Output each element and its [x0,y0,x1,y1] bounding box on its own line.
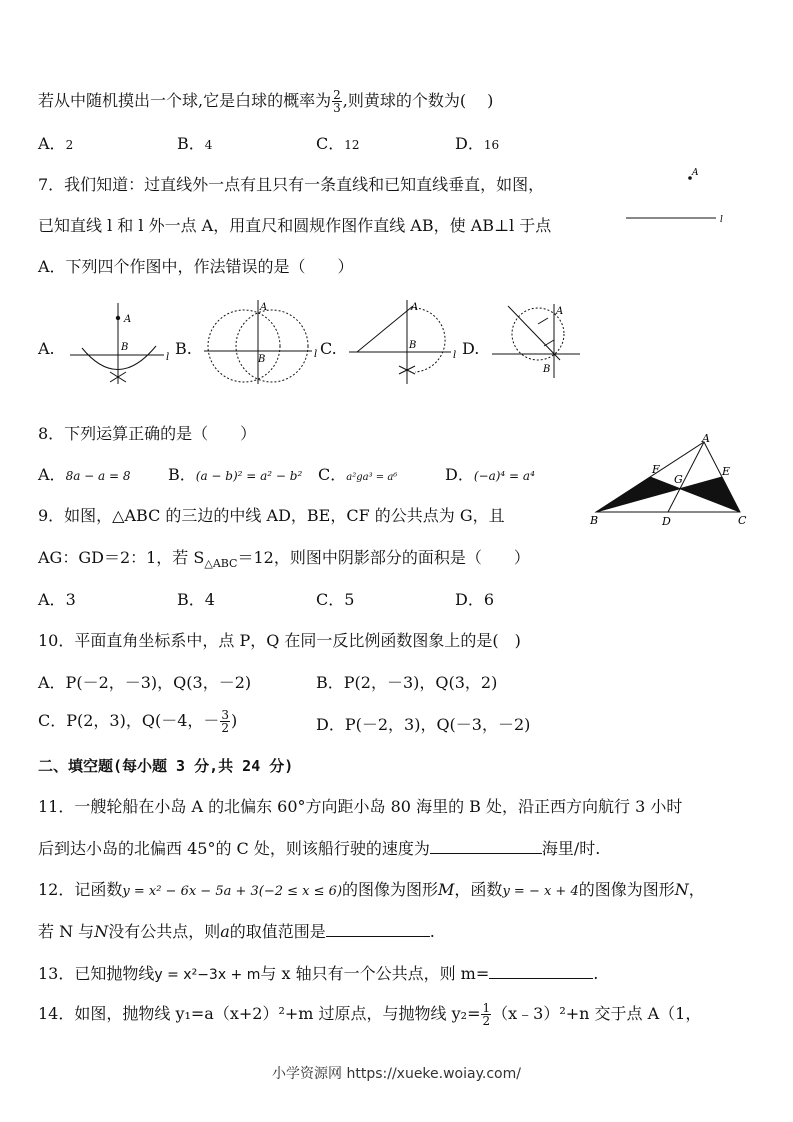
q6-stem [38,88,493,114]
q10-option-a: A．P(－2，－3)，Q(3，－2) [38,673,252,692]
svg-text:B: B [590,514,599,527]
q6-option-d: D．16 [455,134,500,153]
svg-text:C: C [738,514,747,527]
q12-answer-blank [326,922,430,937]
q6-text-after: ,则黄球的个数为( ) [342,91,494,110]
svg-text:B: B [543,364,551,375]
q10-option-b: B．P(2，－3)，Q(3，2) [316,673,498,692]
svg-text:E: E [722,465,731,478]
q9-line2: AG：GD＝2：1，若 $S_{\triangle ABC}=12$，则图中阴影部分的面积是（ ） [38,548,530,571]
q7-option-b-letter: B. [175,339,192,358]
q12-line1: 12．记函数y = x² − 6x − 5a + 3(−2 ≤ x ≤ 6)的图像为图形M，函数y = − x + 4的图像为图形N， [38,880,705,899]
svg-text:l: l [166,352,170,363]
q6-text-before: 若从中随机摸出一个球,它是白球的概率为 [38,91,332,110]
q7-option-c-letter: C. [320,339,337,358]
q8-stem: 8．下列运算正确的是（ ） [38,424,257,443]
q10-stem: 10．平面直角坐标系中，点 P，Q 在同一反比例函数图象上的是( ) [38,631,521,650]
q8-option-b: B．(a − b)² = a² − b² [168,465,303,484]
section-title-fill-in: 二、填空题(每小题 3 分,共 24 分) [38,757,294,775]
q6-fraction: $\frac{2}{3}$ [333,88,341,115]
q8-option-a: A．8a − a = 8 [38,465,131,484]
q8-option-c: C．a²gа³ = a⁶ [318,465,398,484]
q7-line3: A．下列四个作图中，作法错误的是（ ） [38,257,354,276]
q7-figure-a [66,298,174,388]
q14-line: 14．如图，抛物线 y₁=a（x+2）²+m 过原点，与抛物线 y₂= $\frac{1}{2}$ （x﹣3）²+n 交于点 A（1， [38,1001,702,1028]
svg-text:l: l [314,349,318,360]
q10-option-c: C．P(2，3)，Q(－4，－ $\frac{3}{2}$ ) [38,708,238,735]
page-footer: 小学资源网 https://xueke.woiay.com/ [272,1066,521,1082]
q7-given-figure [620,165,730,230]
q10-option-d: D．P(－2，3)，Q(－3，－2) [316,715,531,734]
svg-text:A: A [260,302,268,313]
svg-text:B: B [121,342,129,353]
q9-line1: 9．如图，△ABC 的三边的中线 AD，BE，CF 的公共点为 G，且 [38,506,505,525]
svg-text:A: A [702,432,710,445]
svg-text:l: l [453,350,457,361]
q7-option-d-letter: D. [462,339,480,358]
svg-text:G: G [674,473,683,486]
q9-triangle-figure [588,432,758,532]
q9-option-c: C．5 [316,590,355,609]
q11-answer-blank [430,839,542,854]
svg-text:A: A [124,314,132,325]
shaded-region-right [680,477,740,512]
q6-option-b: B．4 [177,134,213,153]
point-a-label: A [692,168,699,178]
svg-text:B: B [409,340,417,351]
q7-line1: 7．我们知道：过直线外一点有且只有一条直线和已知直线垂直，如图， [38,175,545,194]
q13-answer-blank [489,964,593,979]
q6-option-c: C．12 [316,134,360,153]
q7-figure-d [488,298,584,388]
q12-line2: 若 N 与N没有公共点，则a的取值范围是 . [38,922,435,941]
q9-option-a: A．3 [38,590,76,609]
q13-line: 13．已知抛物线y = x²−3x + m与 x 轴只有一个公共点，则 m= . [38,964,599,983]
q7-figure-b [200,296,326,388]
line-l-label: l [720,215,723,225]
svg-text:A: A [411,302,419,313]
svg-text:B: B [258,354,266,365]
svg-text:A: A [556,306,564,317]
svg-text:D: D [662,515,671,528]
q11-line2: 后到达小岛的北偏西 45°的 C 处，则该船行驶的速度为 海里/时. [38,839,601,858]
q9-option-b: B．4 [177,590,215,609]
q6-option-a: A．2 [38,134,74,153]
q8-option-d: D．(−a)⁴ = a⁴ [445,465,535,484]
q7-figure-c [345,296,463,388]
svg-text:F: F [652,463,660,476]
shaded-region-left [596,477,680,512]
q7-line2: 已知直线 l 和 l 外一点 A，用直尺和圆规作图作直线 AB，使 AB⊥l 于点 [38,216,552,235]
q9-option-d: D．6 [455,590,495,609]
q7-option-a-letter: A. [38,339,55,358]
q11-line1: 11．一艘轮船在小岛 A 的北偏东 60°方向距小岛 80 海里的 B 处，沿正西方向航行 3 小时 [38,797,683,816]
